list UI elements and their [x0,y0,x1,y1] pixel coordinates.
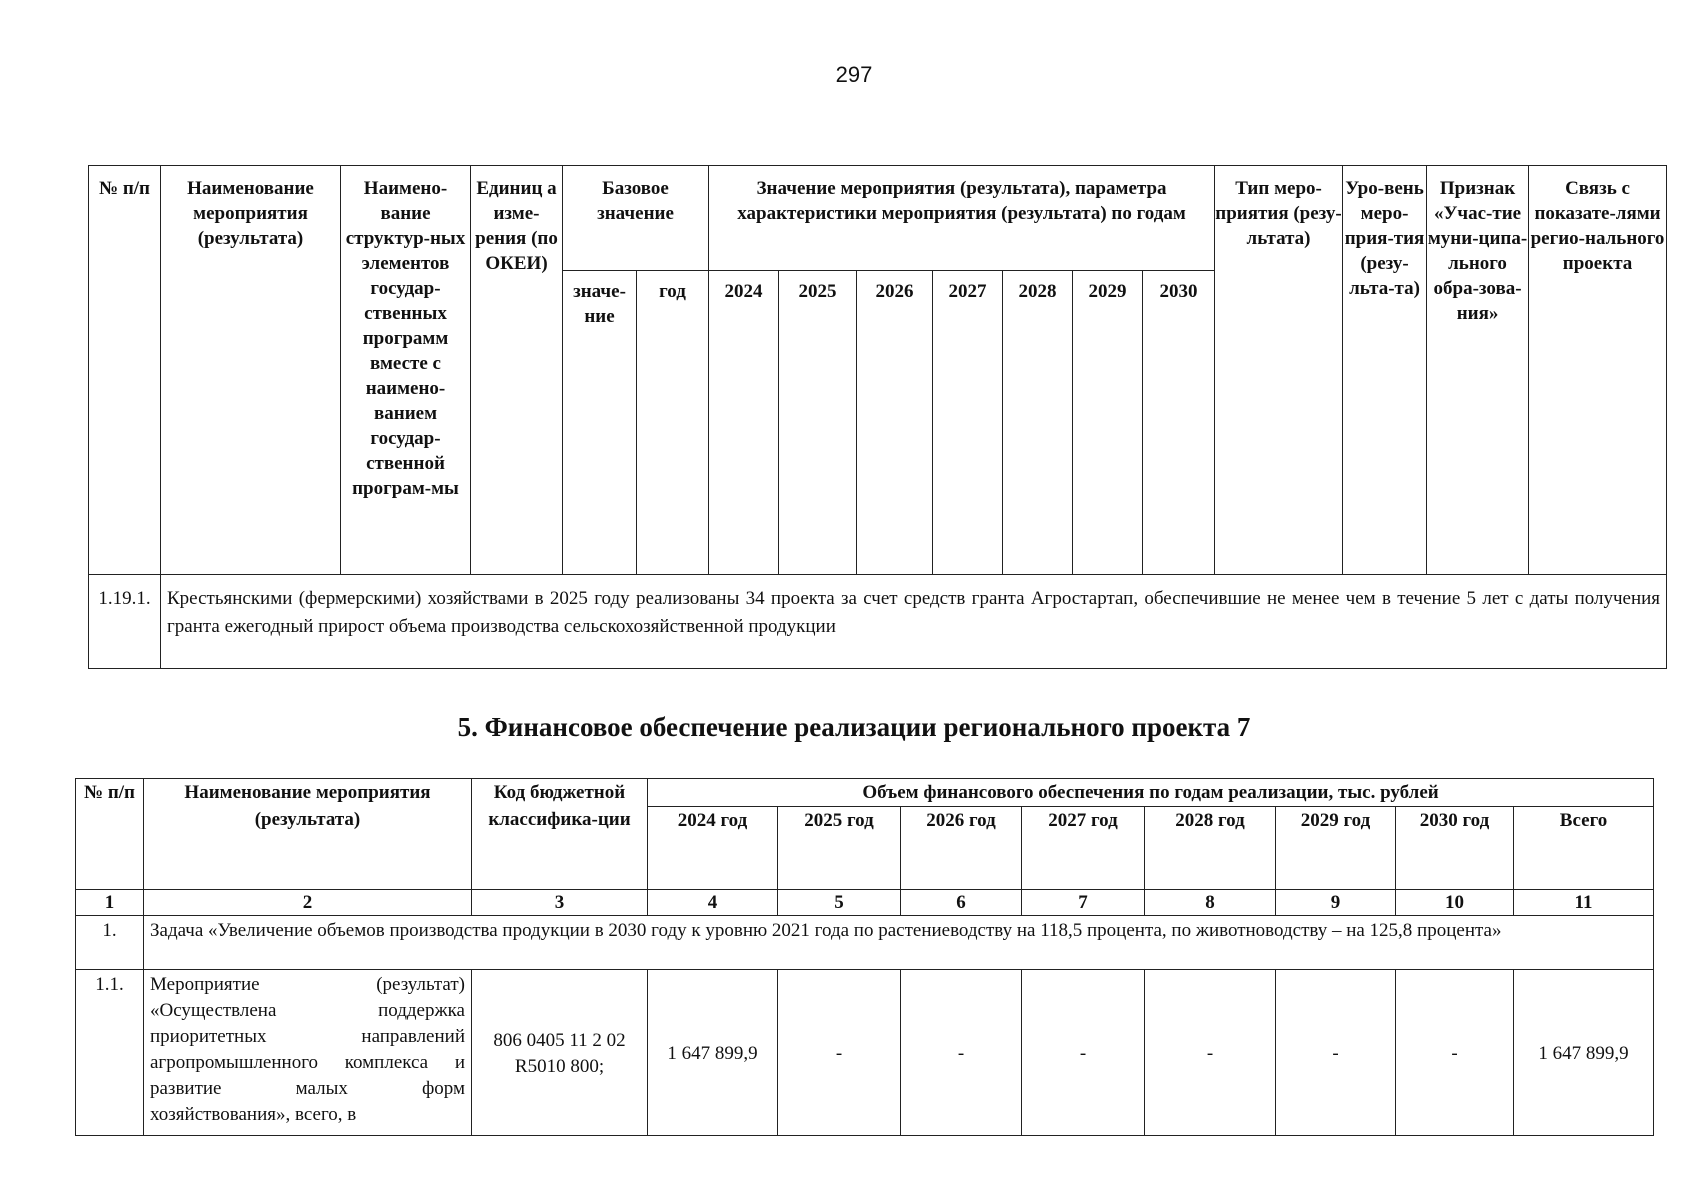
value-2030: - [1396,970,1514,1136]
header-year: 2028 [1003,271,1073,575]
header-year: 2026 [857,271,933,575]
budget-code: 806 0405 11 2 02 R5010 800; [472,970,648,1136]
fin-header-year: 2027 год [1022,807,1145,890]
header-base-year: год [637,271,709,575]
value-2029: - [1276,970,1396,1136]
column-number: 11 [1514,890,1654,916]
results-table [88,165,1667,669]
header-sign: Признак «Учас-тие муни-ципа-льного обра-зова-ния» [1427,166,1529,575]
header-level: Уро-вень меро-прия-тия (резу-льта-та) [1343,166,1427,575]
header-structural: Наимено-вание структур-ных элементов государ-ственных программ вместе с наимено-ванием государ-ственной програм-мы [341,166,471,575]
fin-header-year: 2028 год [1145,807,1276,890]
value-2025: - [778,970,901,1136]
fin-header-year: 2030 год [1396,807,1514,890]
header-base-value: значе-ние [563,271,637,575]
result-description: Крестьянскими (фермерскими) хозяйствами в 2025 году реализованы 34 проекта за счет средств гранта Агростартап, обеспечившие не менее чем в течение 5 лет с даты получения гранта ежегодный прирост объема производства сельскохозяйственной продукции [161,575,1667,669]
fin-header-year: 2025 год [778,807,901,890]
column-number: 7 [1022,890,1145,916]
financing-table [75,778,1654,1136]
column-number: 2 [144,890,472,916]
column-number: 4 [648,890,778,916]
column-number: 10 [1396,890,1514,916]
header-name: Наименование мероприятия (результата) [161,166,341,575]
section-title: 5. Финансовое обеспечение реализации регионального проекта 7 [457,712,1251,742]
fin-header-year: 2029 год [1276,807,1396,890]
activity-number: 1.1. [76,970,144,1136]
page-number: 297 [835,62,873,87]
fin-header-volume: Объем финансового обеспечения по годам реализации, тыс. рублей [648,779,1654,807]
header-year: 2025 [779,271,857,575]
header-base: Базовое значение [563,166,709,271]
fin-header-total: Всего [1514,807,1654,890]
header-num: № п/п [89,166,161,575]
column-number: 6 [901,890,1022,916]
task-number: 1. [76,916,144,970]
header-type: Тип меро-приятия (резу-льтата) [1215,166,1343,575]
fin-header-name: Наименование мероприятия (результата) [144,779,472,890]
column-number: 3 [472,890,648,916]
header-year: 2029 [1073,271,1143,575]
header-values: Значение мероприятия (результата), параметра характеристики мероприятия (результата) по годам [709,166,1215,271]
header-year: 2027 [933,271,1003,575]
header-year: 2030 [1143,271,1215,575]
header-year: 2024 [709,271,779,575]
fin-header-year: 2026 год [901,807,1022,890]
fin-header-code: Код бюджетной классифика-ции [472,779,648,890]
activity-name: Мероприятие (результат) «Осуществлена поддержка приоритетных направлений агропромышленного комплекса и развитие малых форм хозяйствования», всего, в [144,970,472,1136]
column-number: 9 [1276,890,1396,916]
row-number: 1.19.1. [89,575,161,669]
header-link: Связь с показате-лями регио-нального проекта [1529,166,1667,575]
task-description: Задача «Увеличение объемов производства продукции в 2030 году к уровню 2021 года по растениеводству на 118,5 процента, по животноводству – на 125,8 процента» [144,916,1654,970]
value-2024: 1 647 899,9 [648,970,778,1136]
value-2026: - [901,970,1022,1136]
value-2027: - [1022,970,1145,1136]
column-number: 8 [1145,890,1276,916]
value-2028: - [1145,970,1276,1136]
fin-header-year: 2024 год [648,807,778,890]
column-number: 5 [778,890,901,916]
header-unit: Единиц а изме-рения (по ОКЕИ) [471,166,563,575]
column-number: 1 [76,890,144,916]
value-total: 1 647 899,9 [1514,970,1654,1136]
fin-header-num: № п/п [76,779,144,890]
